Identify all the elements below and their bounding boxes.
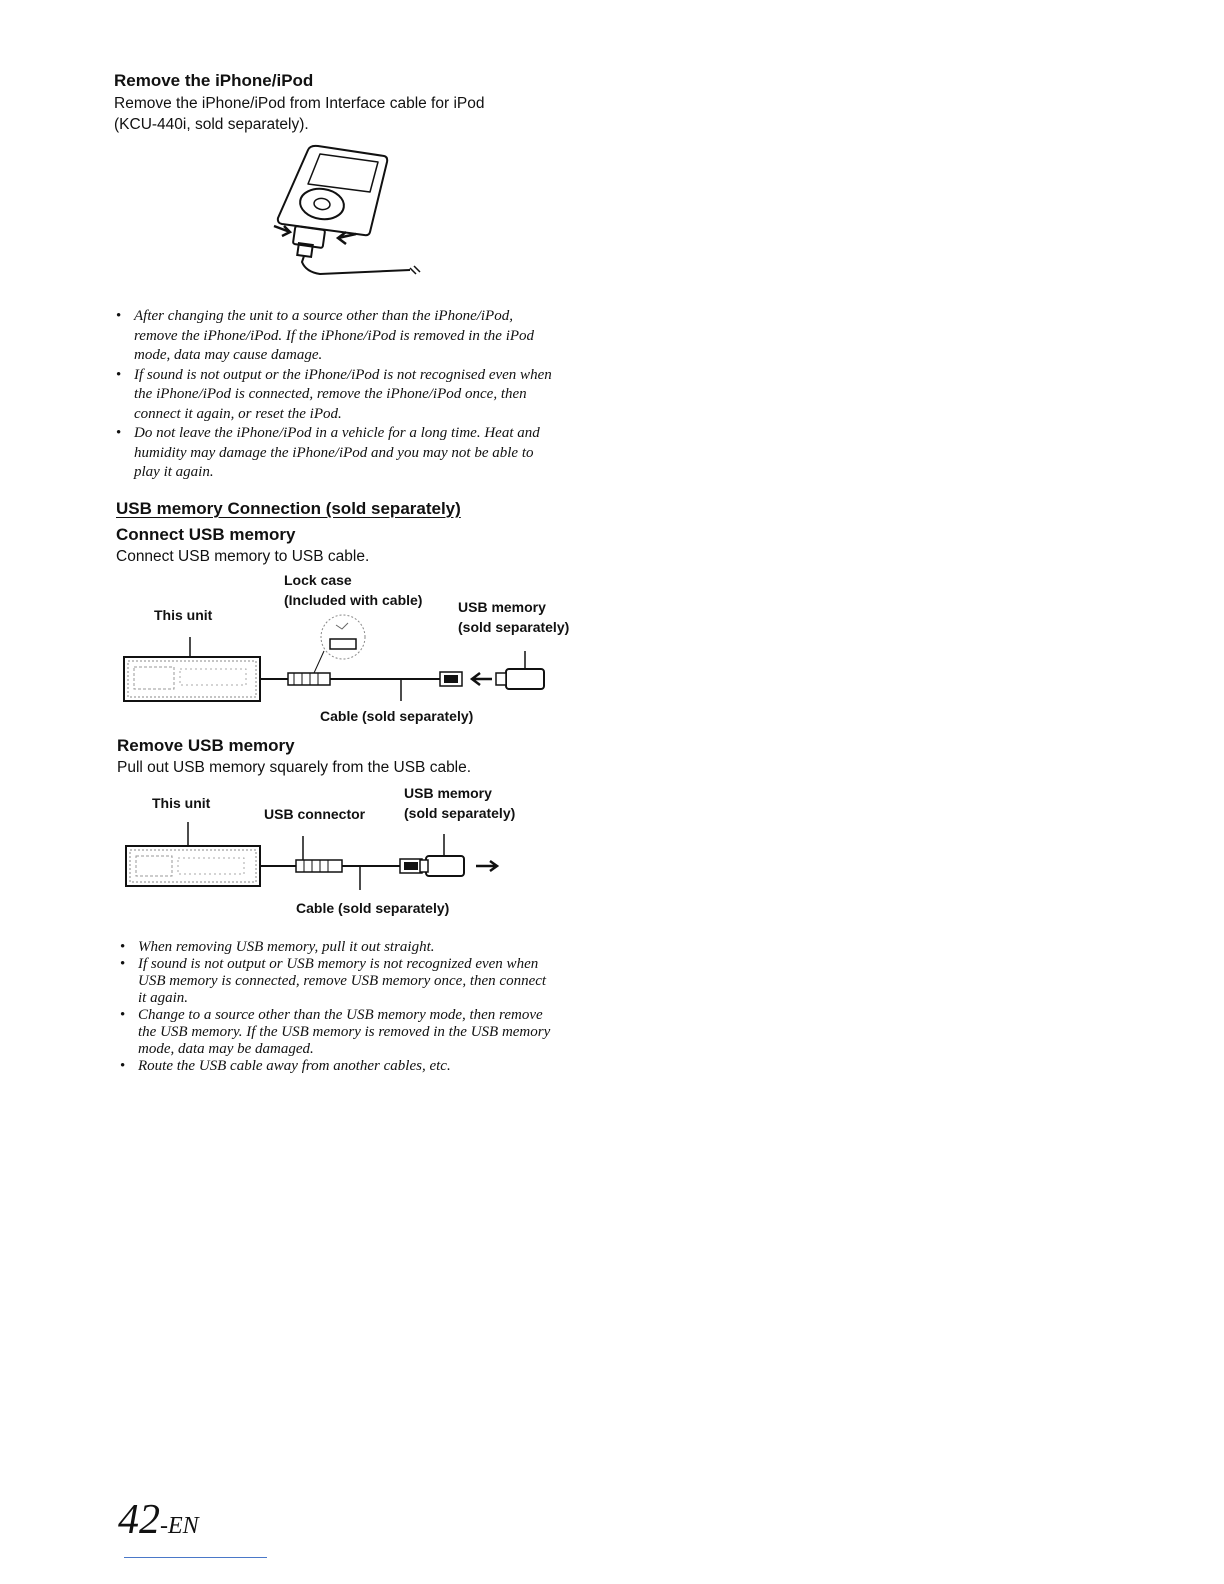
page-number	[118, 1496, 199, 1544]
this-unit-label: This unit	[154, 607, 213, 623]
head-unit-icon	[124, 657, 260, 701]
insert-arrow-icon	[472, 673, 492, 685]
list-item: • If sound is not output or USB memory is not recognized even when USB memory is connected, remove USB memory once, then connect it again.	[118, 956, 598, 1007]
usb-memory-note-label: (sold separately)	[458, 619, 570, 635]
usb-connect-diagram	[110, 615, 570, 710]
list-item: • If sound is not output or the iPhone/iPod is not recognised even when the iPhone/iPod is connected, remove the iPhone/iPod once, then connect it again, or reset the iPod.	[114, 366, 594, 425]
connect-usb-text: Connect USB memory to USB cable.	[116, 548, 370, 565]
ipod-remove-heading: Remove the iPhone/iPod	[114, 71, 314, 90]
list-item: • Change to a source other than the USB memory mode, then remove the USB memory. If the USB memory is removed in the USB memory mode, data may be damaged.	[118, 1007, 598, 1058]
list-item: • Do not leave the iPhone/iPod in a vehicle for a long time. Heat and humidity may damage the iPhone/iPod and you may not be able to play it again.	[114, 424, 594, 483]
head-unit-icon	[126, 846, 260, 886]
lock-case-label: Lock case	[284, 572, 352, 588]
usb-remove-diagram	[110, 818, 510, 898]
usb-connector-label: USB connector	[264, 806, 366, 822]
cable-break-icon	[410, 266, 420, 274]
list-item: • When removing USB memory, pull it out straight.	[118, 939, 598, 956]
ipod-remove-instructions	[114, 93, 634, 135]
cable-label: Cable (sold separately)	[320, 708, 474, 724]
ipod-remove-line: Remove the iPhone/iPod from Interface cable for iPod	[114, 95, 485, 112]
usb-memory-icon	[420, 856, 464, 876]
remove-usb-text: Pull out USB memory squarely from the USB cable.	[117, 759, 472, 776]
list-item: • After changing the unit to a source other than the iPhone/iPod, remove the iPhone/iPod. If the iPhone/iPod is removed in the iPod mode, data may cause damage.	[114, 307, 594, 366]
page-number-suffix: -EN	[160, 1513, 199, 1539]
usb-memory-label: USB memory	[458, 599, 546, 615]
usb-memory-icon	[496, 669, 544, 689]
usb-section-title: USB memory Connection (sold separately)	[116, 499, 461, 518]
pull-arrow-right-icon	[338, 232, 356, 244]
cable-label: Cable (sold separately)	[296, 900, 450, 916]
pull-arrow-left-icon	[274, 226, 290, 236]
lock-case-icon	[314, 615, 365, 673]
ipod-body-icon	[278, 146, 387, 235]
list-item: • Route the USB cable away from another cables, etc.	[118, 1058, 598, 1075]
usb-memory-label: USB memory	[404, 785, 492, 801]
footer-rule	[124, 1557, 267, 1558]
this-unit-label: This unit	[152, 795, 211, 811]
usb-notes-list	[118, 939, 598, 1075]
lock-case-note-label: (Included with cable)	[284, 592, 423, 608]
ipod-remove-line: (KCU-440i, sold separately).	[114, 116, 309, 133]
page-number-value: 42	[118, 1497, 160, 1543]
ipod-notes-list	[114, 307, 594, 483]
remove-usb-heading: Remove USB memory	[117, 736, 295, 755]
pull-arrow-icon	[476, 861, 497, 871]
usb-memory-note-label: (sold separately)	[404, 805, 516, 821]
ipod-cable-illustration	[260, 140, 430, 290]
connect-usb-heading: Connect USB memory	[116, 525, 296, 544]
usb-connector-icon	[296, 860, 342, 872]
